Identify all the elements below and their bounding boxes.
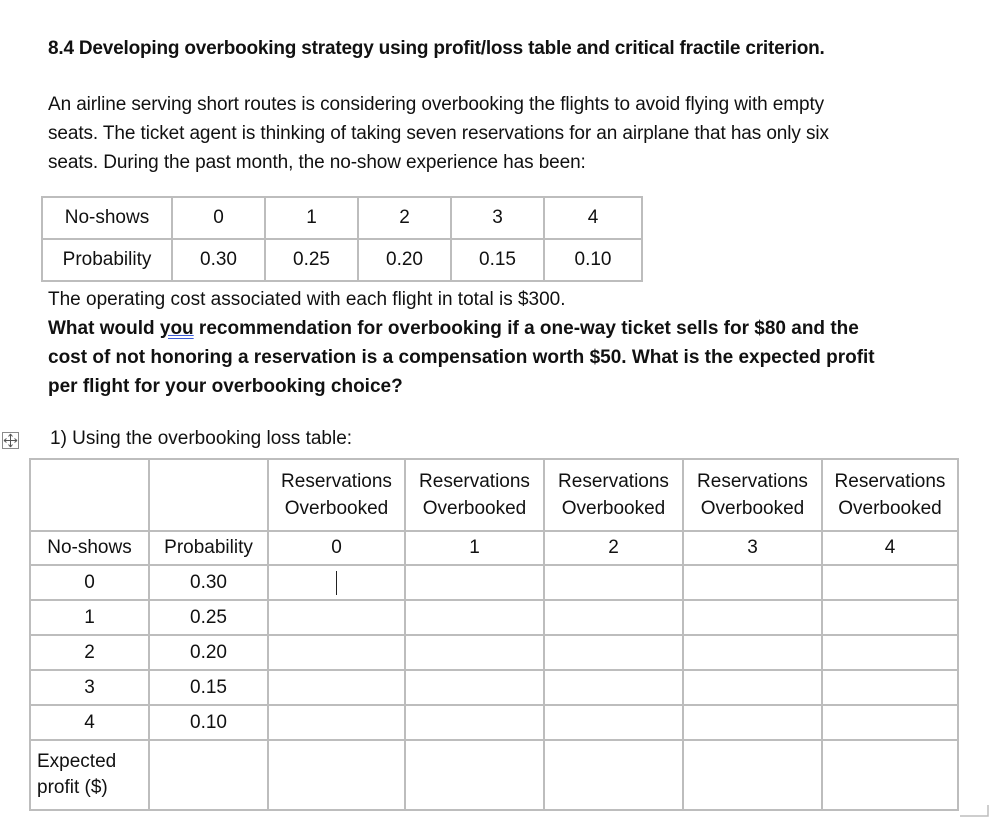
loss-input-cell[interactable] (405, 600, 544, 635)
question-line: cost of not honoring a reservation is a compensation worth $50. What is the expected profit (48, 347, 875, 368)
loss-input-cell[interactable] (822, 565, 958, 600)
noshow-label-cell: No-shows (42, 197, 172, 239)
loss-input-cell[interactable] (683, 635, 822, 670)
question-you-word: you (159, 318, 194, 339)
noshow-cell: 1 (265, 197, 358, 239)
text-cursor (336, 571, 337, 595)
intro-line: seats. The ticket agent is thinking of taking seven reservations for an airplane that has only six (48, 123, 829, 144)
table-resize-corner[interactable] (960, 804, 990, 816)
expected-profit-input-cell[interactable] (544, 740, 683, 810)
column-header-line: Reservations (281, 471, 392, 492)
column-header-line: Overbooked (422, 498, 527, 519)
probability-cell: 0.10 (149, 705, 268, 740)
loss-input-cell[interactable] (822, 670, 958, 705)
loss-input-cell[interactable] (405, 565, 544, 600)
column-header-cell (544, 459, 683, 531)
column-header-line: Overbooked (838, 498, 942, 519)
document-title: 8.4 Developing overbooking strategy using profit/loss table and critical fractile criterion. (48, 38, 825, 59)
loss-input-cell[interactable] (544, 705, 683, 740)
probability-cell: 0.15 (451, 239, 544, 281)
empty-header-cell (149, 459, 268, 531)
loss-input-cell[interactable] (822, 600, 958, 635)
column-header-line: Reservations (419, 471, 530, 492)
question-line: per flight for your overbooking choice? (48, 376, 403, 397)
loss-input-cell[interactable] (405, 705, 544, 740)
loss-input-cell[interactable] (268, 670, 405, 705)
probability-cell: 0.20 (149, 635, 268, 670)
column-header-cell (405, 459, 544, 531)
loss-input-cell[interactable] (544, 600, 683, 635)
probability-cell: 0.25 (149, 600, 268, 635)
expected-profit-row (30, 740, 958, 810)
expected-label-line: profit ($) (37, 777, 108, 798)
column-header-cell (683, 459, 822, 531)
table-move-handle-icon[interactable] (2, 432, 19, 449)
noshow-row (42, 197, 642, 239)
question-line (48, 314, 958, 343)
noshow-cell: 4 (544, 197, 642, 239)
intro-line: An airline serving short routes is considering overbooking the flights to avoid flying with empty (48, 94, 825, 115)
noshows-cell: 2 (30, 635, 149, 670)
noshows-cell: 1 (30, 600, 149, 635)
table-row (30, 635, 958, 670)
probability-cell: 0.10 (544, 239, 642, 281)
subheader-row (30, 531, 958, 565)
probability-cell: 0.30 (149, 565, 268, 600)
noshows-cell: 0 (30, 565, 149, 600)
loss-input-cell[interactable] (268, 565, 405, 600)
column-header-cell (268, 459, 405, 531)
overbooked-value-cell: 1 (405, 531, 544, 565)
loss-input-cell[interactable] (822, 635, 958, 670)
loss-input-cell[interactable] (405, 635, 544, 670)
table-row (30, 565, 958, 600)
probability-cell: 0.20 (358, 239, 451, 281)
question-fragment: What would (48, 318, 160, 339)
column-header-line: Reservations (834, 471, 946, 492)
noshow-cell: 2 (358, 197, 451, 239)
overbooked-value-cell: 0 (268, 531, 405, 565)
loss-input-cell[interactable] (544, 635, 683, 670)
table-row (30, 705, 958, 740)
probability-row (42, 239, 642, 281)
overbooked-value-cell: 4 (822, 531, 958, 565)
noshow-cell: 0 (172, 197, 265, 239)
loss-input-cell[interactable] (544, 565, 683, 600)
noshow-cell: 3 (451, 197, 544, 239)
loss-input-cell[interactable] (822, 705, 958, 740)
column-header-line: Overbooked (561, 498, 666, 519)
expected-profit-input-cell[interactable] (822, 740, 958, 810)
expected-profit-input-cell[interactable] (405, 740, 544, 810)
intro-paragraph (48, 90, 953, 177)
loss-input-cell[interactable] (268, 600, 405, 635)
loss-input-cell[interactable] (268, 705, 405, 740)
empty-cell (149, 740, 268, 810)
loss-input-cell[interactable] (683, 705, 822, 740)
overbooked-value-cell: 2 (544, 531, 683, 565)
intro-line: seats. During the past month, the no-show experience has been: (48, 152, 586, 173)
loss-input-cell[interactable] (683, 600, 822, 635)
expected-profit-label-cell (30, 740, 149, 810)
expected-profit-input-cell[interactable] (268, 740, 405, 810)
operating-cost-text: The operating cost associated with each flight in total is $300. (48, 289, 566, 310)
table-row (30, 670, 958, 705)
noshows-cell: 4 (30, 705, 149, 740)
loss-input-cell[interactable] (683, 670, 822, 705)
overbooked-value-cell: 3 (683, 531, 822, 565)
probability-cell: 0.25 (265, 239, 358, 281)
expected-profit-input-cell[interactable] (683, 740, 822, 810)
problem-text (48, 285, 958, 401)
noshows-cell: 3 (30, 670, 149, 705)
noshow-probability-table (41, 196, 643, 282)
loss-input-cell[interactable] (405, 670, 544, 705)
column-header-line: Overbooked (284, 498, 389, 519)
header-row (30, 459, 958, 531)
column-header-line: Reservations (697, 471, 808, 492)
overbooking-loss-table (29, 458, 959, 811)
column-header-cell (822, 459, 958, 531)
empty-header-cell (30, 459, 149, 531)
table-row (30, 600, 958, 635)
loss-table-heading: 1) Using the overbooking loss table: (50, 428, 353, 449)
loss-input-cell[interactable] (544, 670, 683, 705)
question-fragment: recommendation for overbooking if a one-way ticket sells for $80 and the (193, 318, 859, 339)
probability-cell: 0.30 (172, 239, 265, 281)
probability-label-cell: Probability (42, 239, 172, 281)
probability-cell: 0.15 (149, 670, 268, 705)
loss-input-cell[interactable] (683, 565, 822, 600)
loss-input-cell[interactable] (268, 635, 405, 670)
expected-label-line: Expected (37, 751, 117, 772)
column-header-line: Overbooked (700, 498, 805, 519)
probability-header-cell: Probability (149, 531, 268, 565)
noshows-header-cell: No-shows (30, 531, 149, 565)
column-header-line: Reservations (558, 471, 669, 492)
